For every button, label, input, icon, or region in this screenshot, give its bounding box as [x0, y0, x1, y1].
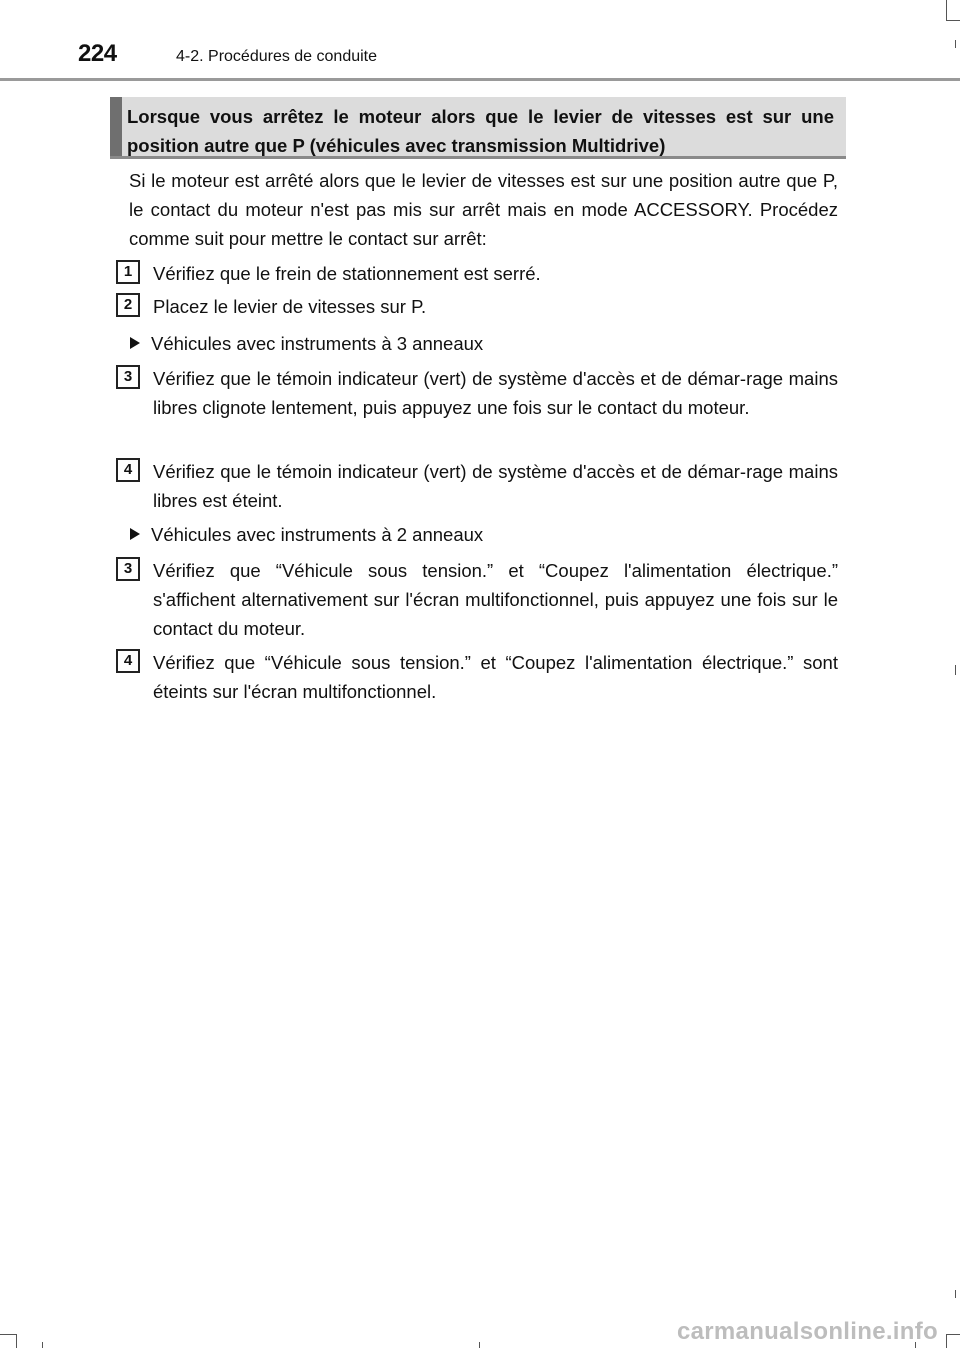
crop-mark: [946, 1334, 947, 1348]
crop-mark: [946, 0, 947, 20]
step-number-badge: 4: [116, 649, 140, 673]
crop-mark: [955, 665, 956, 675]
step-text: Vérifiez que “Véhicule sous tension.” et “Coupez l'alimentation électrique.” sont éteints sur l'écran multifonctionnel.: [153, 652, 838, 702]
crop-mark: [955, 1290, 956, 1298]
running-head: 4-2. Procédures de conduite: [176, 48, 378, 65]
step-number-badge: 3: [116, 557, 140, 581]
step-number-badge: 1: [116, 260, 140, 284]
section-title-accent: [110, 97, 122, 156]
page-number: 224: [78, 40, 117, 67]
crop-mark: [955, 40, 956, 48]
step-text: Vérifiez que le témoin indicateur (vert) de système d'accès et de démar-rage mains libres est éteint.: [153, 461, 838, 511]
triangle-right-icon: [130, 528, 140, 540]
step-number-badge: 3: [116, 365, 140, 389]
sub-heading-text: Véhicules avec instruments à 2 anneaux: [151, 524, 484, 545]
intro-paragraph: Si le moteur est arrêté alors que le levier de vitesses est sur une position autre que P, le contact du moteur n'est pas mis sur arrêt mais en mode ACCESSORY. Procédez comme suit pour mettre le contact sur arrêt:: [129, 170, 838, 249]
step-text: Placez le levier de vitesses sur P.: [153, 296, 427, 317]
step-text: Vérifiez que le frein de stationnement est serré.: [153, 263, 541, 284]
sub-heading-3-rings: [130, 329, 830, 358]
crop-mark: [946, 20, 960, 21]
step-text: Vérifiez que le témoin indicateur (vert) de système d'accès et de démar-rage mains libres clignote lentement, puis appuyez une fois sur le contact du moteur.: [153, 368, 838, 418]
sub-heading-2-rings: [130, 520, 830, 549]
sub-heading-text: Véhicules avec instruments à 3 anneaux: [151, 333, 484, 354]
section-title-box: [110, 97, 846, 159]
watermark: carmanualsonline.info: [676, 1318, 938, 1345]
step-number-badge: 4: [116, 458, 140, 482]
step-text: Vérifiez que “Véhicule sous tension.” et “Coupez l'alimentation électrique.” s'affichent alternativement sur l'écran multifonctionnel, puis appuyez une fois sur le contact du moteur.: [153, 560, 838, 639]
crop-mark: [946, 1334, 960, 1335]
section-title: Lorsque vous arrêtez le moteur alors que le levier de vitesses est sur une position autre que P (véhicules avec transmission Multidrive): [127, 106, 834, 156]
crop-mark: [479, 1342, 480, 1348]
header-rule: [0, 78, 960, 81]
crop-mark: [0, 1334, 16, 1335]
crop-mark: [42, 1342, 43, 1348]
step-number-badge: 2: [116, 293, 140, 317]
crop-mark: [16, 1334, 17, 1348]
triangle-right-icon: [130, 337, 140, 349]
